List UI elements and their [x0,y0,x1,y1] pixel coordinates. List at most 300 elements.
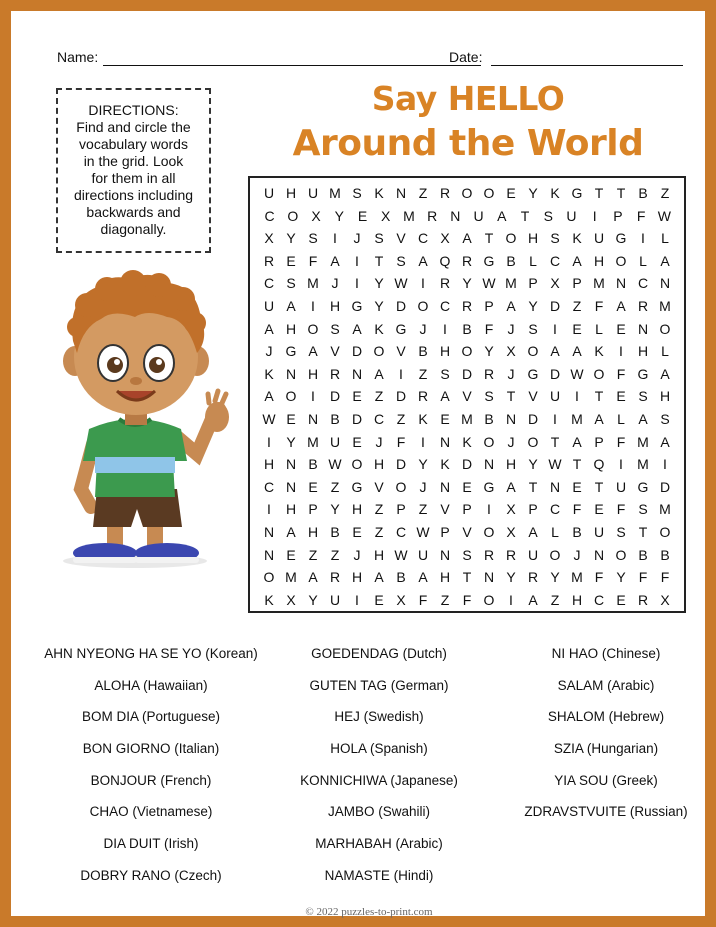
grid-letter[interactable]: J [419,478,427,495]
grid-letter[interactable]: X [286,591,296,608]
grid-letter[interactable]: Z [374,523,384,540]
grid-letter[interactable]: O [505,230,517,247]
grid-letter[interactable]: A [660,365,670,382]
grid-letter[interactable]: N [450,207,461,224]
grid-letter[interactable]: D [527,410,539,427]
grid-letter[interactable]: Y [506,569,516,586]
grid-letter[interactable]: X [440,230,450,247]
grid-letter[interactable]: X [506,501,516,518]
grid-letter[interactable]: F [572,501,582,518]
grid-letter[interactable]: Y [462,275,472,292]
grid-letter[interactable]: E [308,478,318,495]
grid-letter[interactable]: G [571,185,583,201]
grid-letter[interactable]: A [528,591,538,608]
grid-letter[interactable]: A [440,388,450,405]
grid-letter[interactable]: I [592,207,597,224]
grid-letter[interactable]: A [308,569,318,586]
grid-letter[interactable]: H [439,343,451,360]
grid-letter[interactable]: Z [330,478,340,495]
grid-letter[interactable]: T [572,456,582,473]
grid-letter[interactable]: C [593,591,605,608]
grid-letter[interactable]: W [394,275,408,292]
grid-letter[interactable]: Y [374,297,384,314]
grid-letter[interactable]: E [594,501,604,518]
grid-letter[interactable]: N [351,365,363,382]
grid-letter[interactable]: T [550,433,560,450]
grid-letter[interactable]: O [659,320,671,337]
grid-letter[interactable]: W [570,365,584,382]
grid-letter[interactable]: S [638,501,648,518]
grid-letter[interactable]: U [566,207,577,224]
grid-letter[interactable]: B [638,185,648,201]
grid-letter[interactable]: H [659,388,671,405]
grid-letter[interactable]: R [427,207,438,224]
grid-letter[interactable]: U [527,546,539,563]
grid-letter[interactable]: I [267,433,271,450]
grid-letter[interactable]: O [615,252,627,269]
grid-letter[interactable]: F [594,569,604,586]
grid-letter[interactable]: F [418,591,428,608]
grid-letter[interactable]: W [416,523,430,540]
grid-letter[interactable]: S [396,252,406,269]
grid-letter[interactable]: F [616,433,626,450]
grid-letter[interactable]: C [417,230,429,247]
grid-letter[interactable]: R [329,365,341,382]
grid-letter[interactable]: T [506,388,516,405]
grid-letter[interactable]: X [396,591,406,608]
grid-letter[interactable]: O [417,297,429,314]
grid-letter[interactable]: H [505,456,517,473]
grid-letter[interactable]: O [483,591,495,608]
grid-letter[interactable]: E [572,478,582,495]
grid-letter[interactable]: A [594,410,604,427]
grid-letter[interactable]: E [286,410,296,427]
grid-letter[interactable]: A [572,252,582,269]
grid-letter[interactable]: S [330,320,340,337]
grid-letter[interactable]: A [506,478,516,495]
grid-letter[interactable]: O [483,433,495,450]
grid-letter[interactable]: D [351,410,363,427]
grid-letter[interactable]: S [352,185,362,201]
grid-letter[interactable]: A [418,252,428,269]
grid-letter[interactable]: U [593,523,605,540]
grid-letter[interactable]: A [572,343,582,360]
grid-letter[interactable]: C [264,207,275,224]
grid-letter[interactable]: M [285,569,297,586]
grid-letter[interactable]: K [374,185,384,201]
grid-letter[interactable]: M [505,275,517,292]
grid-letter[interactable]: O [483,523,495,540]
grid-letter[interactable]: O [307,320,319,337]
grid-letter[interactable]: V [330,343,340,360]
grid-letter[interactable]: Z [550,591,560,608]
grid-letter[interactable]: D [659,478,671,495]
grid-letter[interactable]: T [594,388,604,405]
grid-letter[interactable]: I [553,320,557,337]
grid-letter[interactable]: M [659,501,671,518]
grid-letter[interactable]: H [351,501,363,518]
grid-letter[interactable]: J [353,546,361,563]
grid-letter[interactable]: Z [374,501,384,518]
grid-letter[interactable]: Y [330,501,340,518]
grid-letter[interactable]: V [440,501,450,518]
grid-letter[interactable]: T [520,207,530,224]
grid-letter[interactable]: S [616,523,626,540]
grid-letter[interactable]: X [660,591,670,608]
grid-letter[interactable]: X [381,207,391,224]
grid-letter[interactable]: I [443,320,447,337]
grid-letter[interactable]: I [355,252,359,269]
grid-letter[interactable]: U [615,478,627,495]
grid-letter[interactable]: F [594,297,604,314]
grid-letter[interactable]: N [263,523,275,540]
grid-letter[interactable]: D [549,297,561,314]
grid-letter[interactable]: T [528,478,538,495]
grid-letter[interactable]: T [616,185,626,201]
grid-letter[interactable]: H [307,365,319,382]
grid-letter[interactable]: R [417,388,429,405]
grid-letter[interactable]: N [637,320,649,337]
grid-letter[interactable]: H [263,456,275,473]
grid-letter[interactable]: M [307,275,319,292]
grid-letter[interactable]: Y [374,275,384,292]
grid-letter[interactable]: C [549,252,561,269]
grid-letter[interactable]: B [396,569,406,586]
grid-letter[interactable]: S [638,388,648,405]
grid-letter[interactable]: X [264,230,274,247]
grid-letter[interactable]: S [484,388,494,405]
grid-letter[interactable]: N [549,478,561,495]
grid-letter[interactable]: I [421,275,425,292]
grid-letter[interactable]: E [374,591,384,608]
grid-letter[interactable]: I [619,343,623,360]
grid-letter[interactable]: D [395,388,407,405]
grid-letter[interactable]: F [396,433,406,450]
grid-letter[interactable]: Y [308,591,318,608]
grid-letter[interactable]: W [482,275,496,292]
grid-letter[interactable]: I [421,433,425,450]
grid-letter[interactable]: Y [286,433,296,450]
grid-letter[interactable]: O [659,523,671,540]
grid-letter[interactable]: O [373,343,385,360]
grid-letter[interactable]: N [505,410,517,427]
grid-letter[interactable]: K [594,343,604,360]
grid-letter[interactable]: M [593,275,605,292]
grid-letter[interactable]: Y [286,230,296,247]
grid-letter[interactable]: P [462,501,472,518]
grid-letter[interactable]: I [487,501,491,518]
grid-letter[interactable]: I [663,456,667,473]
grid-letter[interactable]: E [286,252,296,269]
grid-letter[interactable]: W [262,410,276,427]
grid-letter[interactable]: Y [528,185,538,201]
grid-letter[interactable]: L [595,320,603,337]
grid-letter[interactable]: E [352,523,362,540]
grid-letter[interactable]: E [352,433,362,450]
grid-letter[interactable]: I [267,501,271,518]
grid-letter[interactable]: L [661,230,669,247]
grid-letter[interactable]: M [637,456,649,473]
grid-letter[interactable]: W [548,456,562,473]
grid-letter[interactable]: R [483,546,495,563]
grid-letter[interactable]: N [439,546,451,563]
grid-letter[interactable]: H [285,185,297,201]
grid-letter[interactable]: Y [528,297,538,314]
grid-letter[interactable]: B [572,523,582,540]
grid-letter[interactable]: B [418,343,428,360]
grid-letter[interactable]: U [473,207,484,224]
grid-letter[interactable]: A [418,569,428,586]
grid-letter[interactable]: S [308,230,318,247]
grid-letter[interactable]: G [637,478,649,495]
grid-letter[interactable]: P [594,433,604,450]
grid-letter[interactable]: U [549,388,561,405]
grid-letter[interactable]: R [439,185,451,201]
grid-letter[interactable]: O [287,207,299,224]
grid-letter[interactable]: O [527,343,539,360]
grid-letter[interactable]: P [613,207,623,224]
grid-letter[interactable]: O [461,185,473,201]
grid-letter[interactable]: C [395,523,407,540]
grid-letter[interactable]: L [529,252,537,269]
grid-letter[interactable]: O [351,456,363,473]
grid-letter[interactable]: H [351,569,363,586]
grid-letter[interactable]: M [637,433,649,450]
grid-letter[interactable]: H [307,523,319,540]
grid-letter[interactable]: Y [334,207,344,224]
grid-letter[interactable]: A [286,297,296,314]
grid-letter[interactable]: T [462,569,472,586]
grid-letter[interactable]: Z [418,185,428,201]
grid-letter[interactable]: O [615,546,627,563]
grid-letter[interactable]: V [396,343,406,360]
grid-letter[interactable]: A [497,207,507,224]
grid-letter[interactable]: E [616,320,626,337]
grid-letter[interactable]: H [285,501,297,518]
grid-letter[interactable]: E [572,320,582,337]
grid-letter[interactable]: X [506,523,516,540]
grid-letter[interactable]: I [311,297,315,314]
grid-letter[interactable]: G [637,365,649,382]
grid-letter[interactable]: I [399,365,403,382]
grid-letter[interactable]: M [571,410,583,427]
grid-letter[interactable]: Z [440,591,450,608]
grid-letter[interactable]: A [374,569,384,586]
grid-letter[interactable]: J [331,275,339,292]
grid-letter[interactable]: C [549,501,561,518]
grid-letter[interactable]: O [593,365,605,382]
grid-letter[interactable]: J [375,433,383,450]
grid-letter[interactable]: Y [418,456,428,473]
grid-letter[interactable]: R [505,546,517,563]
grid-letter[interactable]: C [439,297,451,314]
grid-letter[interactable]: Z [308,546,318,563]
grid-letter[interactable]: O [395,478,407,495]
grid-letter[interactable]: G [351,478,363,495]
grid-letter[interactable]: G [285,343,297,360]
grid-letter[interactable]: T [638,523,648,540]
grid-letter[interactable]: Z [572,297,582,314]
grid-letter[interactable]: W [394,546,408,563]
grid-letter[interactable]: J [353,230,361,247]
grid-letter[interactable]: R [461,297,473,314]
grid-letter[interactable]: B [330,523,340,540]
grid-letter[interactable]: I [575,388,579,405]
grid-letter[interactable]: S [543,207,553,224]
grid-letter[interactable]: Q [439,252,451,269]
grid-letter[interactable]: F [484,320,494,337]
grid-letter[interactable]: H [329,297,341,314]
grid-letter[interactable]: S [462,546,472,563]
grid-letter[interactable]: A [572,433,582,450]
grid-letter[interactable]: K [418,410,428,427]
grid-letter[interactable]: Y [484,343,494,360]
grid-letter[interactable]: E [616,388,626,405]
grid-letter[interactable]: V [528,388,538,405]
grid-letter[interactable]: A [616,297,626,314]
grid-letter[interactable]: N [593,546,605,563]
grid-letter[interactable]: V [374,478,384,495]
grid-letter[interactable]: F [616,501,626,518]
grid-letter[interactable]: K [264,365,274,382]
grid-letter[interactable]: N [285,365,297,382]
grid-letter[interactable]: N [439,433,451,450]
grid-letter[interactable]: C [263,478,275,495]
grid-letter[interactable]: F [462,591,472,608]
grid-letter[interactable]: K [440,456,450,473]
grid-letter[interactable]: P [440,523,450,540]
grid-letter[interactable]: L [551,523,559,540]
grid-letter[interactable]: O [263,569,275,586]
grid-letter[interactable]: A [352,320,362,337]
grid-letter[interactable]: I [509,591,513,608]
grid-letter[interactable]: M [461,410,473,427]
grid-letter[interactable]: S [550,230,560,247]
grid-letter[interactable]: I [641,230,645,247]
grid-letter[interactable]: P [528,275,538,292]
grid-letter[interactable]: Y [616,569,626,586]
grid-letter[interactable]: T [374,252,384,269]
grid-letter[interactable]: G [483,478,495,495]
grid-letter[interactable]: N [483,456,495,473]
grid-letter[interactable]: A [308,343,318,360]
grid-letter[interactable]: U [329,433,341,450]
grid-letter[interactable]: O [461,343,473,360]
grid-letter[interactable]: T [594,185,604,201]
grid-letter[interactable]: O [527,433,539,450]
grid-letter[interactable]: F [660,569,670,586]
grid-letter[interactable]: D [461,456,473,473]
grid-letter[interactable]: K [550,185,560,201]
grid-letter[interactable]: J [265,343,273,360]
grid-letter[interactable]: J [507,365,515,382]
grid-letter[interactable]: C [637,275,649,292]
grid-letter[interactable]: J [419,320,427,337]
grid-letter[interactable]: I [311,388,315,405]
grid-letter[interactable]: U [329,591,341,608]
grid-letter[interactable]: I [333,230,337,247]
grid-letter[interactable]: X [506,343,516,360]
grid-letter[interactable]: A [528,523,538,540]
grid-letter[interactable]: U [263,185,275,201]
grid-letter[interactable]: A [374,365,384,382]
grid-letter[interactable]: E [352,388,362,405]
grid-letter[interactable]: U [307,185,319,201]
grid-letter[interactable]: K [462,433,472,450]
grid-letter[interactable]: M [571,569,583,586]
grid-letter[interactable]: D [395,297,407,314]
grid-letter[interactable]: O [483,185,495,201]
grid-letter[interactable]: W [657,207,671,224]
grid-letter[interactable]: C [263,275,275,292]
grid-letter[interactable]: H [527,230,539,247]
grid-letter[interactable]: R [637,297,649,314]
grid-letter[interactable]: A [462,230,472,247]
grid-letter[interactable]: P [396,501,406,518]
grid-letter[interactable]: G [527,365,539,382]
grid-letter[interactable]: T [484,230,494,247]
grid-letter[interactable]: S [286,275,296,292]
grid-letter[interactable]: F [616,365,626,382]
grid-letter[interactable]: N [615,275,627,292]
grid-letter[interactable]: D [395,456,407,473]
grid-letter[interactable]: E [286,546,296,563]
grid-letter[interactable]: M [659,297,671,314]
grid-letter[interactable]: Z [374,388,384,405]
grid-letter[interactable]: L [639,252,647,269]
grid-letter[interactable]: S [660,410,670,427]
grid-letter[interactable]: A [264,388,274,405]
grid-letter[interactable]: T [594,478,604,495]
grid-letter[interactable]: J [507,433,515,450]
grid-letter[interactable]: S [440,365,450,382]
grid-letter[interactable]: I [355,591,359,608]
grid-letter[interactable]: O [285,388,297,405]
grid-letter[interactable]: N [263,546,275,563]
grid-letter[interactable]: S [374,230,384,247]
grid-letter[interactable]: M [329,185,341,201]
grid-letter[interactable]: B [484,410,494,427]
grid-letter[interactable]: H [285,320,297,337]
grid-letter[interactable]: A [638,410,648,427]
grid-letter[interactable]: Z [660,185,670,201]
grid-letter[interactable]: M [307,433,319,450]
grid-letter[interactable]: X [550,275,560,292]
grid-letter[interactable]: Z [396,410,406,427]
grid-letter[interactable]: R [527,569,539,586]
date-field[interactable] [491,65,683,66]
grid-letter[interactable]: R [483,365,495,382]
grid-letter[interactable]: A [506,297,516,314]
grid-letter[interactable]: A [660,433,670,450]
grid-letter[interactable]: M [403,207,415,224]
grid-letter[interactable]: U [417,546,429,563]
grid-letter[interactable]: F [636,207,646,224]
grid-letter[interactable]: N [483,569,495,586]
grid-letter[interactable]: D [351,343,363,360]
grid-letter[interactable]: R [263,252,275,269]
grid-letter[interactable]: Y [550,569,560,586]
grid-letter[interactable]: P [484,297,494,314]
word-search-grid[interactable] [248,176,686,613]
grid-letter[interactable]: N [395,185,407,201]
grid-letter[interactable]: B [330,410,340,427]
grid-letter[interactable]: J [507,320,515,337]
grid-letter[interactable]: F [638,569,648,586]
grid-letter[interactable]: B [638,546,648,563]
grid-letter[interactable]: L [617,410,625,427]
grid-letter[interactable]: Z [330,546,340,563]
